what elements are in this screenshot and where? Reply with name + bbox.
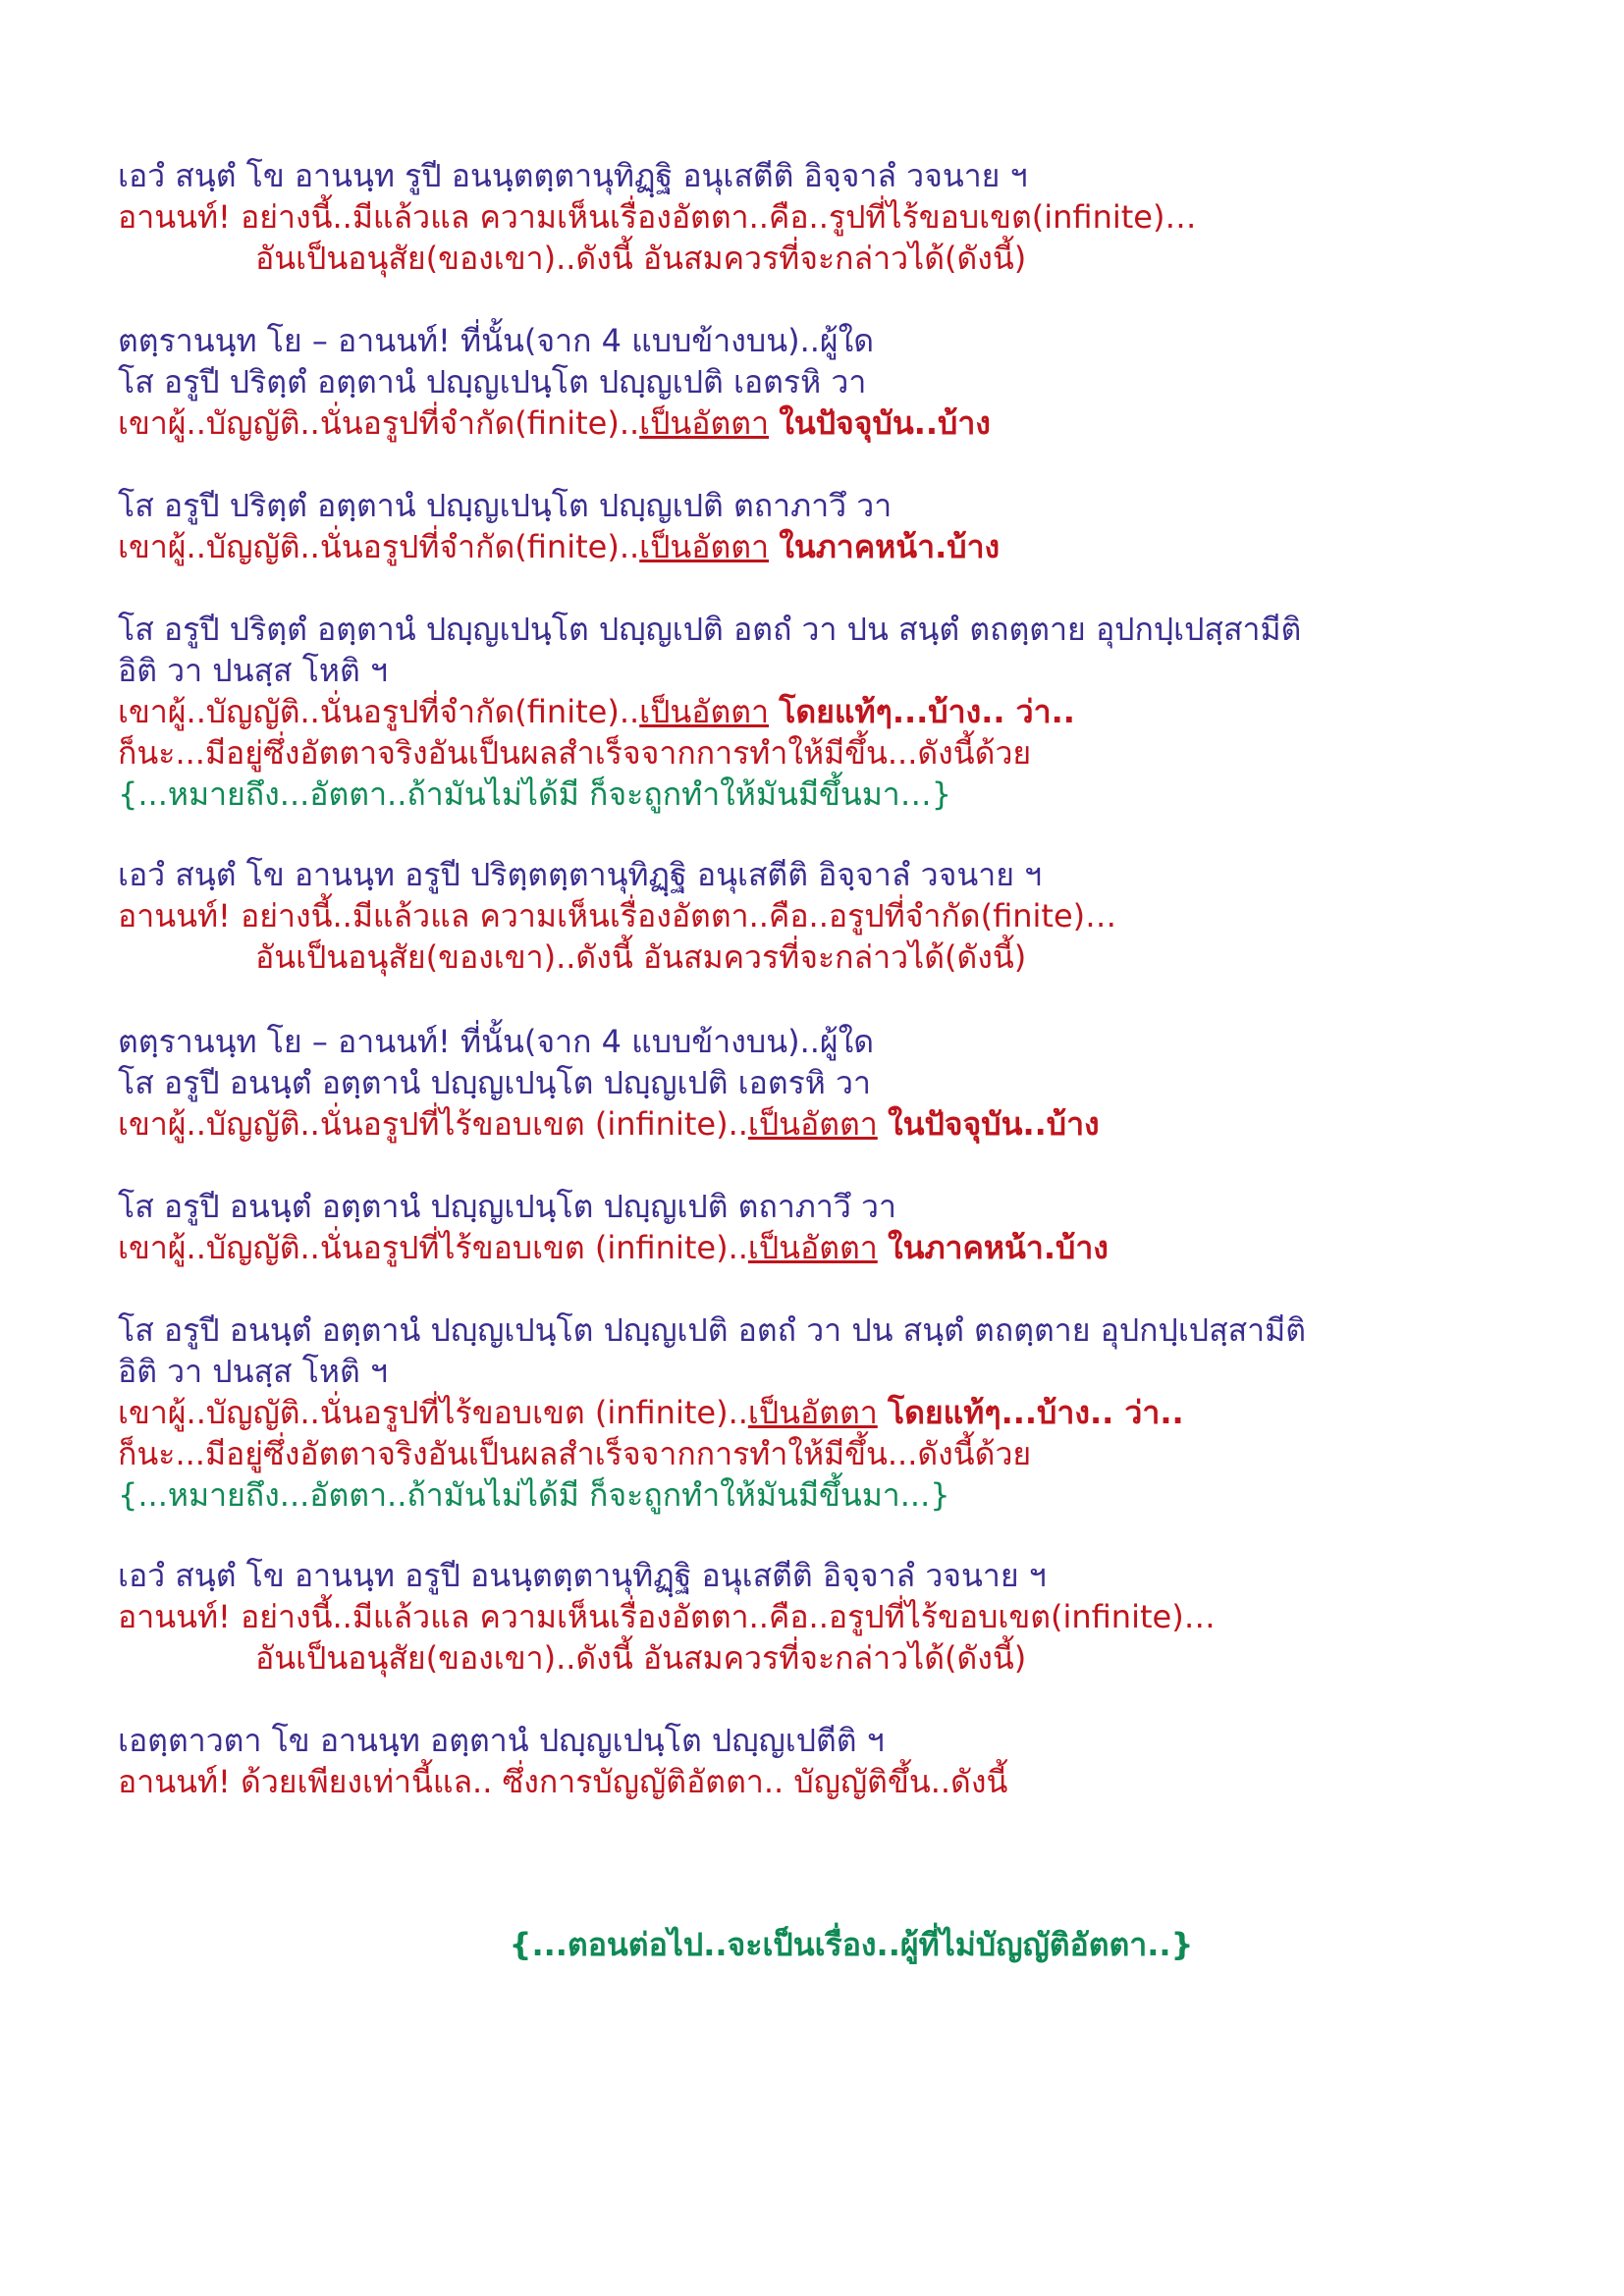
thai-line: อันเป็นอนุสัย(ของเขา)..ดังนี้ อันสมควรที่จะกล่าวได้(ดังนี้)	[255, 240, 1027, 277]
pali-line: โส อรูปี อนนฺตํ อตฺตานํ ปญฺญเปนฺโต ปญฺญเปติ อตถํ วา ปน สนฺตํ ตถตฺตาย อุปกปฺเปสฺสามีติ	[118, 1311, 1307, 1349]
paragraph-finite-truly	[118, 609, 1512, 815]
paragraph-summary-3	[118, 1555, 1512, 1679]
next-chapter-note: {...ตอนต่อไป..จะเป็นเรื่อง..ผู้ที่ไม่บัญญัติอัตตา..}	[509, 1926, 1194, 1963]
paragraph-finite-future	[118, 485, 1512, 567]
thai-line: อานนท์! อย่างนี้..มีแล้วแล ความเห็นเรื่องอัตตา..คือ..อรูปที่จำกัด(finite)…	[118, 897, 1117, 934]
bold-text: ในปัจจุบัน..บ้าง	[887, 1105, 1100, 1143]
thai-text: เขาผู้..บัญญัติ..นั่นอรูปที่ไร้ขอบเขต (infinite)..	[118, 1105, 748, 1143]
pali-line: โส อรูปี อนนฺตํ อตฺตานํ ปญฺญเปนฺโต ปญฺญเปติ เอตรหิ วา	[118, 1064, 871, 1101]
underlined-text: เป็นอัตตา	[639, 693, 770, 730]
underlined-text: เป็นอัตตา	[747, 1105, 878, 1143]
paragraph-infinite-future	[118, 1186, 1512, 1268]
thai-line	[118, 1103, 1512, 1145]
underlined-text: เป็นอัตตา	[747, 1394, 878, 1431]
thai-line	[118, 402, 1512, 444]
thai-line: ก็นะ...มีอยู่ซึ่งอัตตาจริงอันเป็นผลสำเร็จจากการทำให้มีขึ้น...ดังนี้ด้วย	[118, 734, 1032, 772]
thai-line	[118, 526, 1512, 567]
bold-text: ในภาคหน้า.บ้าง	[779, 528, 1001, 565]
thai-line: อันเป็นอนุสัย(ของเขา)..ดังนี้ อันสมควรที่จะกล่าวได้(ดังนี้)	[255, 938, 1027, 976]
thai-text: เขาผู้..บัญญัติ..นั่นอรูปที่จำกัด(finite)..	[118, 693, 640, 730]
thai-line: อันเป็นอนุสัย(ของเขา)..ดังนี้ อันสมควรที่จะกล่าวได้(ดังนี้)	[255, 1639, 1027, 1677]
note-line: {...หมายถึง...อัตตา..ถ้ามันไม่ได้มี ก็จะถูกทำให้มันมีขึ้นมา…}	[118, 775, 952, 813]
paragraph-conclusion	[118, 1720, 1512, 1802]
thai-line	[118, 1392, 1512, 1433]
paragraph-finite-present	[118, 320, 1512, 444]
thai-line	[118, 691, 1512, 732]
pali-line: โส อรูปี อนนฺตํ อตฺตานํ ปญฺญเปนฺโต ปญฺญเปติ ตถาภาวึ วา	[118, 1188, 896, 1225]
paragraph-infinite-truly	[118, 1309, 1512, 1516]
bold-text: ในปัจจุบัน..บ้าง	[779, 404, 991, 442]
pali-line: ตตฺรานนฺท โย – อานนท์! ที่นั้น(จาก 4 แบบข้างบน)..ผู้ใด	[118, 1023, 875, 1060]
thai-line: อานนท์! ด้วยเพียงเท่านี้แล.. ซึ่งการบัญญัติอัตตา.. บัญญัติขึ้น..ดังนี้	[118, 1763, 1008, 1800]
pali-line: ตตฺรานนฺท โย – อานนท์! ที่นั้น(จาก 4 แบบข้างบน)..ผู้ใด	[118, 322, 875, 359]
thai-text: เขาผู้..บัญญัติ..นั่นอรูปที่ไร้ขอบเขต (infinite)..	[118, 1229, 748, 1266]
thai-text: เขาผู้..บัญญัติ..นั่นอรูปที่จำกัด(finite)..	[118, 404, 640, 442]
pali-line: เอวํ สนฺตํ โข อานนฺท อรูปี อนนฺตตฺตานุทิฏฺฐิ อนุเสตีติ อิจฺจาลํ วจนาย ฯ	[118, 1557, 1047, 1594]
underlined-text: เป็นอัตตา	[747, 1229, 878, 1266]
note-line: {...หมายถึง...อัตตา..ถ้ามันไม่ได้มี ก็จะถูกทำให้มันมีขึ้นมา...}	[118, 1476, 950, 1514]
thai-text: เขาผู้..บัญญัติ..นั่นอรูปที่จำกัด(finite)..	[118, 528, 640, 565]
bold-text: โดยแท้ๆ...บ้าง.. ว่า..	[887, 1394, 1184, 1431]
pali-line: เอวํ สนฺตํ โข อานนฺท รูปี อนนฺตตฺตานุทิฏฺฐิ อนุเสตีติ อิจฺจาลํ วจนาย ฯ	[118, 157, 1028, 194]
pali-line: โส อรูปี ปริตฺตํ อตฺตานํ ปญฺญเปนฺโต ปญฺญเปติ เอตรหิ วา	[118, 363, 867, 400]
bold-text: โดยแท้ๆ...บ้าง.. ว่า..	[779, 693, 1075, 730]
thai-line: อานนท์! อย่างนี้..มีแล้วแล ความเห็นเรื่องอัตตา..คือ..รูปที่ไร้ขอบเขต(infinite)…	[118, 198, 1197, 236]
thai-text: เขาผู้..บัญญัติ..นั่นอรูปที่ไร้ขอบเขต (infinite)..	[118, 1394, 748, 1431]
bold-text: ในภาคหน้า.บ้าง	[887, 1229, 1109, 1266]
pali-line: เอวํ สนฺตํ โข อานนฺท อรูปี ปริตฺตตฺตานุทิฏฺฐิ อนุเสตีติ อิจฺจาลํ วจนาย ฯ	[118, 856, 1043, 893]
pali-line: อิติ วา ปนสฺส โหติ ฯ	[118, 652, 388, 689]
pali-line: อิติ วา ปนสฺส โหติ ฯ	[118, 1353, 388, 1390]
pali-line: เอตฺตาวตา โข อานนฺท อตฺตานํ ปญฺญเปนฺโต ปญฺญเปตีติ ฯ	[118, 1722, 885, 1759]
paragraph-summary-1	[118, 155, 1512, 279]
thai-line: อานนท์! อย่างนี้..มีแล้วแล ความเห็นเรื่องอัตตา..คือ..อรูปที่ไร้ขอบเขต(infinite)…	[118, 1598, 1216, 1635]
underlined-text: เป็นอัตตา	[639, 528, 770, 565]
thai-line	[118, 1227, 1512, 1268]
paragraph-infinite-present	[118, 1021, 1512, 1145]
pali-line: โส อรูปี ปริตฺตํ อตฺตานํ ปญฺญเปนฺโต ปญฺญเปติ อตถํ วา ปน สนฺตํ ตถตฺตาย อุปกปฺเปสฺสามีติ	[118, 611, 1302, 648]
pali-line: โส อรูปี ปริตฺตํ อตฺตานํ ปญฺญเปนฺโต ปญฺญเปติ ตถาภาวึ วา	[118, 487, 893, 524]
paragraph-summary-2	[118, 854, 1512, 978]
underlined-text: เป็นอัตตา	[639, 404, 770, 442]
thai-line: ก็นะ...มีอยู่ซึ่งอัตตาจริงอันเป็นผลสำเร็จจากการทำให้มีขึ้น...ดังนี้ด้วย	[118, 1435, 1032, 1472]
